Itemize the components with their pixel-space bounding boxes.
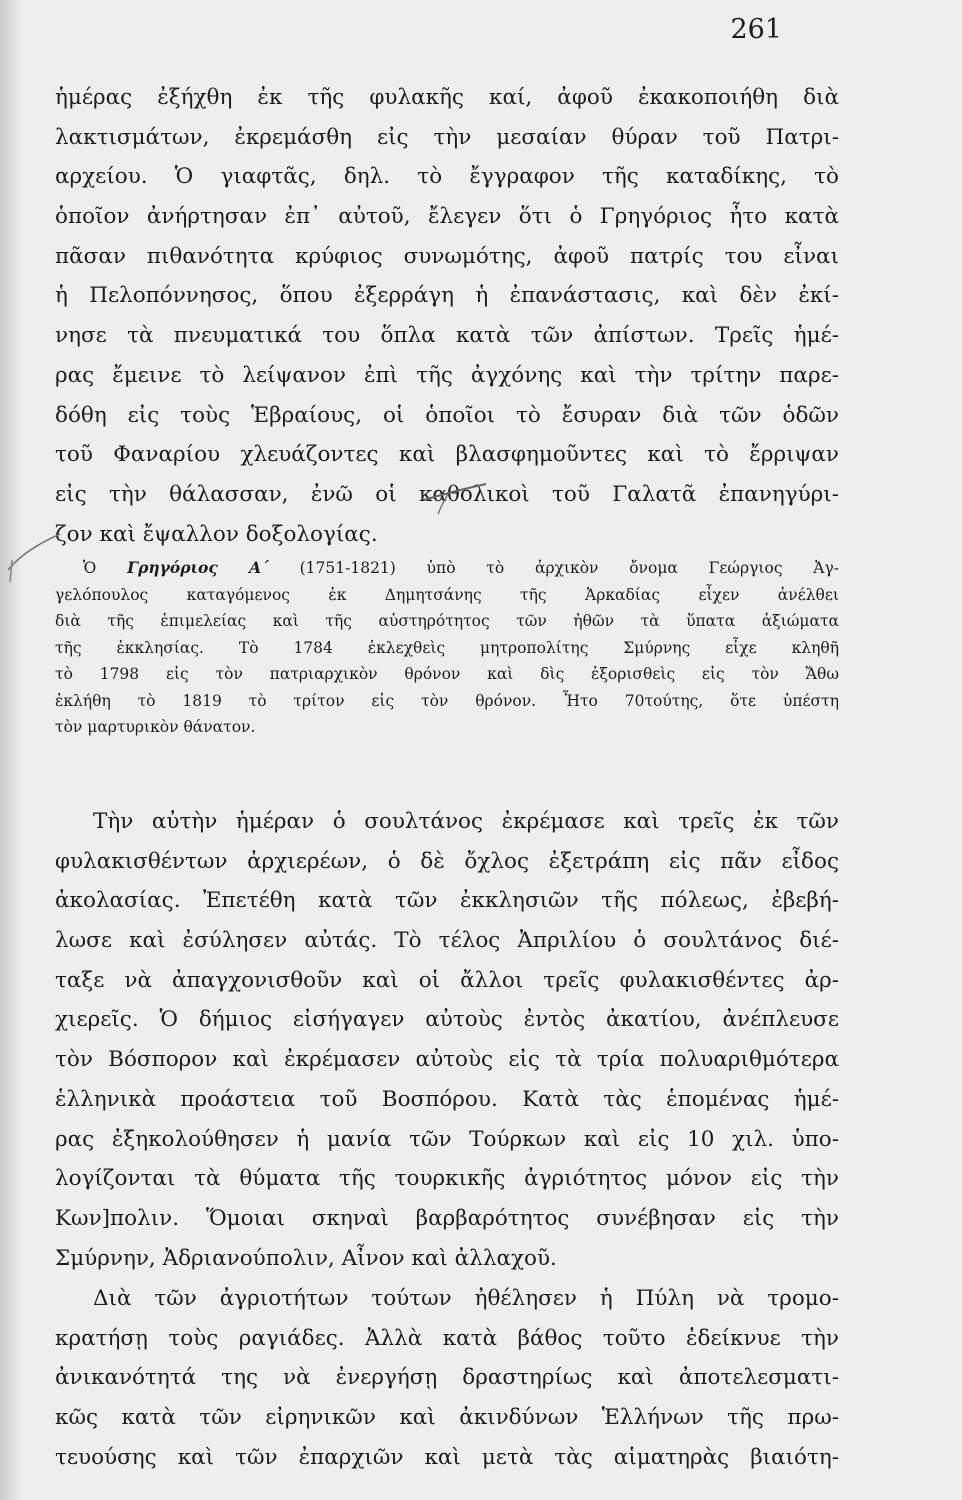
text-line: κρατήσῃ τοὺς ραγιάδες. Ἀλλὰ κατὰ βάθος τοῦτο ἐδείκνυε τὴν: [55, 1325, 839, 1351]
text-line: ζον καὶ ἔψαλλον δοξολογίας.: [55, 521, 378, 547]
text-line: ἀκολασίας. Ἐπετέθη κατὰ τῶν ἐκκλησιῶν τῆς πόλεως, ἐβεβή-: [55, 888, 839, 914]
footnote-first-rest: (1751-1821) ὑπὸ τὸ ἀρχικὸν ὄνομα Γεώργιος Ἀγ-: [299, 559, 839, 577]
text-line: ρας ἔμεινε τὸ λείψανον ἐπὶ τῆς ἀγχόνης καὶ τὴν τρίτην παρε-: [55, 362, 839, 388]
footnote-line: τὸ 1798 εἰς τὸν πατριαρχικὸν θρόνον καὶ δὶς ἐξορισθεὶς εἰς τὸν Ἄθω: [55, 665, 839, 683]
text-line: τευούσης καὶ τῶν ἐπαρχιῶν καὶ μετὰ τὰς αἱματηρὰς βιαιότη-: [55, 1444, 839, 1470]
footnote-line: τῆς ἐκκλησίας. Τὸ 1784 ἐκλεχθεὶς μητροπολίτης Σμύρνης εἶχε κληθῆ: [55, 638, 839, 657]
text-line: Κων]πολιν. Ὅμοιαι σκηναὶ βαρβαρότητος συνέβησαν εἰς τὴν: [55, 1205, 839, 1231]
page-number: 261: [730, 14, 782, 45]
text-line: ἡμέρας ἐξήχθη ἐκ τῆς φυλακῆς καί, ἀφοῦ ἐκακοποιήθη διὰ: [55, 85, 839, 110]
text-line: ἑλληνικὰ προάστεια τοῦ Βοσπόρου. Κατὰ τὰς ἑπομένας ἡμέ-: [55, 1086, 839, 1112]
text-line: πᾶσαν πιθανότητα κρύφιος συνωμότης, ἀφοῦ πατρίς του εἶναι: [55, 243, 839, 269]
text-line: ἡ Πελοπόννησος, ὅπου ἐξερράγη ἡ ἐπανάστασις, καὶ δὲν ἐκί-: [55, 283, 839, 309]
text-line: Διὰ τῶν ἀγριοτήτων τούτων ἠθέλησεν ἡ Πύλη νὰ τρομο-: [93, 1286, 839, 1311]
text-line: τοῦ Φαναρίου χλευάζοντες καὶ βλασφημοῦντες καὶ τὸ ἔρριψαν: [55, 442, 839, 468]
footnote: [55, 555, 839, 741]
text-line: λωσε καὶ ἐσύλησεν αὐτάς. Τὸ τέλος Ἀπριλίου ὁ σουλτάνος διέ-: [55, 928, 839, 954]
text-line: ἀνικανότητά της νὰ ἐνεργήσῃ δραστηρίως καὶ ἀποτελεσματι-: [55, 1365, 839, 1391]
text-line: λογίζονται τὰ θύματα τῆς τουρκικῆς ἀγριότητος μόνον εἰς τὴν: [55, 1166, 839, 1192]
text-line: ὁποῖον ἀνήρτησαν ἐπ᾽ αὐτοῦ, ἔλεγεν ὅτι ὁ Γρηγόριος ἦτο κατὰ: [55, 204, 839, 230]
text-line: νησε τὰ πνευματικά του ὅπλα κατὰ τῶν ἀπίστων. Τρεῖς ἡμέ-: [55, 323, 839, 349]
text-line: τὸν Βόσπορον καὶ ἐκρέμασεν αὐτοὺς εἰς τὰ τρία πολυαριθμότερα: [55, 1047, 839, 1073]
page-gutter-shadow: [0, 0, 22, 1500]
text-line: κῶς κατὰ τῶν εἰρηνικῶν καὶ ἀκινδύνων Ἑλλήνων τῆς πρω-: [55, 1405, 839, 1431]
text-line: εἰς τὴν θάλασσαν, ἐνῶ οἱ καθολικοὶ τοῦ Γαλατᾶ ἐπανηγύρι-: [55, 481, 839, 507]
footnote-line: διὰ τῆς ἐπιμελείας καὶ τῆς αὐστηρότητος τῶν ἠθῶν τὰ ὕπατα ἀξιώματα: [55, 612, 839, 630]
text-line: χιερεῖς. Ὁ δήμιος εἰσήγαγεν αὐτοὺς ἐντὸς ἀκατίου, ἀνέπλευσε: [55, 1007, 839, 1033]
text-line: ταξε νὰ ἀπαγχονισθοῦν καὶ οἱ ἄλλοι τρεῖς φυλακισθέντες ἀρ-: [55, 967, 839, 993]
text-line: Σμύρνην, Ἀδριανούπολιν, Αἶνον καὶ ἀλλαχοῦ.: [55, 1245, 557, 1271]
footnote-lead: Ὁ: [83, 559, 97, 577]
text-line: δόθη εἰς τοὺς Ἑβραίους, οἱ ὁποῖοι τὸ ἔσυραν διὰ τῶν ὁδῶν: [55, 402, 839, 428]
pencil-tick-mark: [420, 478, 490, 518]
text-line: Τὴν αὐτὴν ἡμέραν ὁ σουλτάνος ἐκρέμασε καὶ τρεῖς ἐκ τῶν: [93, 809, 839, 834]
footnote-first-line: [55, 555, 839, 582]
footnote-line: ἐκλήθη τὸ 1819 τὸ τρίτον εἰς τὸν θρόνον. Ἦτο 70τούτης, ὅτε ὑπέστη: [55, 691, 839, 710]
text-line: φυλακισθέντων ἀρχιερέων, ὁ δὲ ὄχλος ἐξετράπη εἰς πᾶν εἶδος: [55, 848, 839, 874]
text-line: αρχείου. Ὁ γιαφτᾶς, δηλ. τὸ ἔγγραφον τῆς καταδίκης, τὸ: [55, 164, 839, 190]
footnote-line: τὸν μαρτυρικὸν θάνατον.: [55, 718, 256, 736]
paragraph-3: [55, 1279, 839, 1477]
footnote-line: γελόπουλος καταγόμενος ἐκ Δημητσάνης τῆς Ἀρκαδίας εἶχεν ἀνέλθει: [55, 585, 839, 604]
text-line: ρας ἐξηκολούθησεν ἡ μανία τῶν Τούρκων καὶ εἰς 10 χιλ. ὑπο-: [55, 1126, 839, 1152]
text-line: λακτισμάτων, ἐκρεμάσθη εἰς τὴν μεσαίαν θύραν τοῦ Πατρι-: [55, 124, 839, 150]
paragraph-2: [55, 802, 839, 1278]
footnote-name: Γρηγόριος Α΄: [127, 558, 269, 577]
